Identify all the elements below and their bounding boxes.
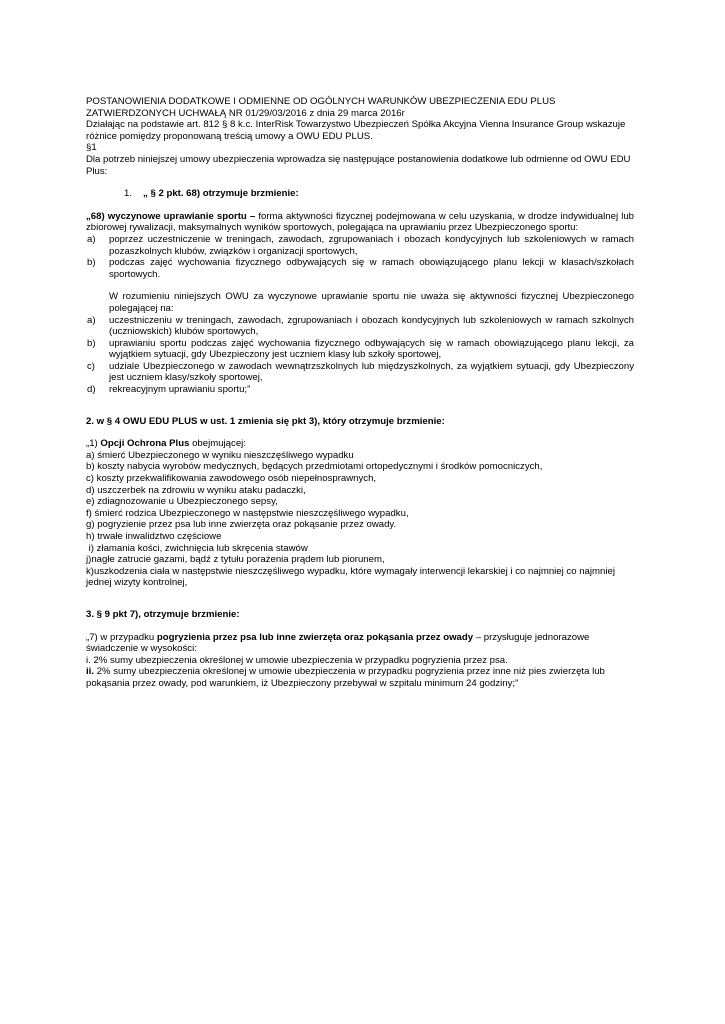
benefit-condition: pogryzienia przez psa lub inne zwierzęta oraz pokąsania przez owady xyxy=(156,631,474,643)
document-title-line-2: ZATWIERDZONYCH UCHWAŁĄ NR 01/29/03/2016 z dnia 29 marca 2016r xyxy=(86,107,405,119)
sport-list-b xyxy=(86,315,634,396)
intro-paragraph: Działając na podstawie art. 812 § 8 k.c. InterRisk Towarzystwo Ubezpieczeń Spółka Akcyjna Vienna Insurance Group wskazuje różnice pomiędzy proponowaną treścią umowy a OWU EDU PLUS. xyxy=(86,119,626,142)
list-item: b) koszty nabycia wyrobów medycznych, będących przedmiotami ortopedycznymi i środków pomocniczych, xyxy=(86,461,543,473)
definition-text: forma aktywności fizycznej podejmowana w celu uzyskania, w drodze indywidualnej lub zbiorowej rywalizacji, maksymalnych wyników sportowych, polegająca na uprawianiu przez Ubezpieczonego sportu: xyxy=(86,210,634,234)
exclusion-intro: W rozumieniu niniejszych OWU za wyczynowe uprawianie sportu nie uważa się aktywności fizycznej Ubezpieczonego polegającej na: xyxy=(109,291,634,314)
option-heading: „1) Opcji Ochrona Plus obejmującej: xyxy=(86,438,246,450)
section-3-heading: 3. § 9 pkt 7), otrzymuje brzmienie: xyxy=(86,608,240,620)
list-item: b) podczas zajęć wychowania fizycznego odbywających się w ramach obowiązującego planu lekcji w klasach/szkołach sportowych. xyxy=(87,257,634,280)
list-item: f) śmierć rodzica Ubezpieczonego w następstwie nieszczęśliwego wypadku, xyxy=(86,507,409,519)
benefit-item-ii: ii. 2% sumy ubezpieczenia określonej w umowie ubezpieczenia w przypadku pogryzienia przez inne niż pies zwierzęta lub pokąsania przez owady, pod warunkiem, iż Ubezpieczony przebywał w szpitalu minimum 24 godziny;” xyxy=(86,666,605,689)
sport-list-a xyxy=(86,234,634,280)
document-body xyxy=(86,96,634,690)
list-item: j)nagłe zatrucie gazami, bądź z tytułu porażenia prądem lub piorunem, xyxy=(86,554,385,566)
list-item: a) uczestniczeniu w treningach, zawodach, zgrupowaniach i obozach kondycyjnych lub szkoleniowych w ramach szkolnych (uczniowskich) klubów sportowych, xyxy=(87,314,634,338)
list-item: i) złamania kości, zwichnięcia lub skręcenia stawów xyxy=(86,542,308,554)
benefit-item-ii-marker: ii. xyxy=(86,666,94,678)
section-2-heading: 2. w § 4 OWU EDU PLUS w ust. 1 zmienia się pkt 3), który otrzymuje brzmienie: xyxy=(86,415,445,427)
benefit-item-i: i. 2% sumy ubezpieczenia określonej w umowie ubezpieczenia w przypadku pogryzienia przez psa. xyxy=(86,654,508,666)
list-item: g) pogryzienie przez psa lub inne zwierzęta oraz pokąsanie przez owady. xyxy=(86,519,397,531)
definition-68 xyxy=(86,211,634,234)
document-title-line-1: POSTANOWIENIA DODATKOWE I ODMIENNE OD OGÓLNYCH WARUNKÓW UBEZPIECZENIA EDU PLUS xyxy=(86,96,556,107)
definition-term: „68) wyczynowe uprawianie sportu – xyxy=(86,210,256,222)
paragraph-sign: §1 xyxy=(86,142,97,154)
list-item: b) uprawianiu sportu podczas zajęć wychowania fizycznego odbywających się w ramach obowiązującego planu lekcji, za wyjątkiem sytuacji, gdy Ubezpieczony jest uczniem klasy lub szkoły sportowej, xyxy=(87,337,634,361)
lead-paragraph: Dla potrzeb niniejszej umowy ubezpieczenia wprowadza się następujące postanowienia dodatkowe lub odmienne od OWU EDU Plus: xyxy=(86,153,631,177)
list-item: c) udziale Ubezpieczonego w zawodach wewnątrzszkolnych lub międzyszkolnych, za wyjątkiem sytuacji, gdy Ubezpieczony jest uczniem klasy/szkoły sportowej, xyxy=(87,360,634,384)
option-name: Opcji Ochrona Plus xyxy=(100,438,190,450)
list-item: d) rekreacyjnym uprawianiu sportu;” xyxy=(87,384,251,396)
list-item: k)uszkodzenia ciała w następstwie nieszczęśliwego wypadku, które wymagały interwencji lekarskiej i co najmniej co najmniej jednej wizyty kontrolnej, xyxy=(86,565,615,589)
section-1-number: 1. xyxy=(124,188,133,200)
section-1-heading xyxy=(86,188,634,200)
list-item: c) koszty przekwalifikowania zawodowego osób niepełnosprawnych, xyxy=(86,473,377,485)
list-item: e) zdiagnozowanie u Ubezpieczonego sepsy, xyxy=(86,496,278,508)
list-item: a) poprzez uczestniczenie w treningach, zawodach, zgrupowaniach i obozach kondycyjnych lub szkoleniowych w ramach pozaszkolnych klubów, związków i organizacji sportowych, xyxy=(87,233,634,257)
list-item: d) uszczerbek na zdrowiu w wyniku ataku padaczki, xyxy=(86,484,306,496)
list-item: h) trwałe inwalidztwo częściowe xyxy=(86,531,222,542)
benefit-paragraph: „7) w przypadku pogryzienia przez psa lub inne zwierzęta oraz pokąsania przez owady – przysługuje jednorazowe świadczenie w wysokości: xyxy=(86,631,590,655)
section-1-title: „ § 2 pkt. 68) otrzymuje brzmienie: xyxy=(143,188,299,200)
list-item: a) śmierć Ubezpieczonego w wyniku nieszczęśliwego wypadku xyxy=(86,449,354,461)
